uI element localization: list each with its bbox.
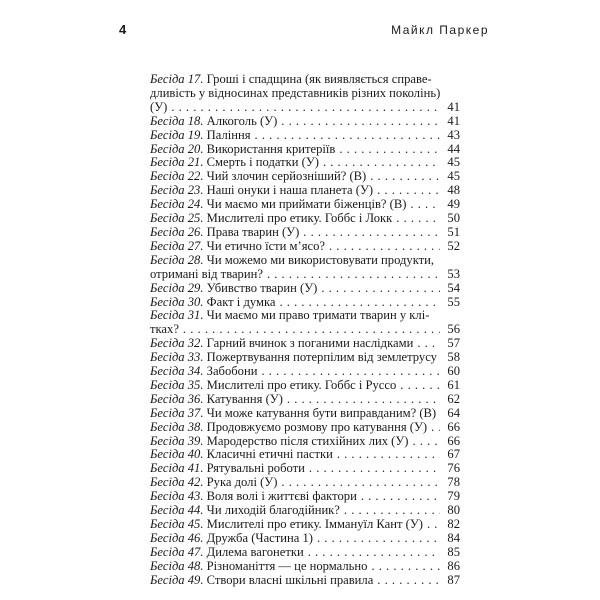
toc-entry-title: Продовжуємо розмову про катування (У) — [206, 420, 428, 434]
toc-entry-line — [150, 560, 440, 574]
toc-talk-number: Бесіда 46. — [150, 531, 204, 545]
toc-entry — [150, 574, 460, 588]
toc-entry-title: Права тварин (У) — [206, 225, 300, 239]
toc-entry-line — [150, 240, 440, 254]
toc-entry-line — [150, 518, 440, 532]
toc-entry-title: Пожертвування потерпілим від землетрусу — [206, 351, 437, 365]
toc-entry-line — [150, 504, 440, 518]
toc-talk-number: Бесіда 33. — [150, 351, 204, 365]
toc-entry — [150, 309, 460, 337]
toc-page-number: 56 — [440, 323, 460, 337]
toc-entry-title: Убивство тварин (У) — [206, 281, 318, 295]
toc-page-number: 78 — [440, 476, 460, 490]
toc-talk-number: Бесіда 28. — [150, 253, 204, 267]
toc-entry — [150, 73, 460, 115]
toc-talk-number: Бесіда 42. — [150, 476, 204, 490]
toc-page-number: 80 — [440, 504, 460, 518]
toc-page-number: 64 — [440, 407, 460, 421]
toc-page-number: 85 — [440, 546, 460, 560]
toc-page-number: 67 — [440, 448, 460, 462]
toc-page-number: 50 — [440, 212, 460, 226]
toc-entry-line — [150, 226, 440, 240]
toc-entry-title: Чи може катування бути виправданим? (В) — [206, 406, 437, 420]
toc-entry — [150, 435, 460, 449]
toc-entry-title: Різноманіття — це нормально — [206, 559, 368, 573]
toc-entry-line — [150, 143, 440, 157]
toc-entry — [150, 226, 460, 240]
toc-entry — [150, 212, 460, 226]
page-number: 4 — [119, 22, 127, 37]
toc-entry-title: Чи лиходій благодійник? — [206, 504, 340, 518]
toc-entry-line — [150, 73, 440, 87]
table-of-contents — [150, 73, 460, 588]
toc-entry-line — [150, 365, 440, 379]
toc-talk-number: Бесіда 40. — [150, 448, 204, 462]
toc-page-number: 86 — [440, 560, 460, 574]
toc-entry — [150, 365, 460, 379]
toc-talk-number: Бесіда 43. — [150, 490, 204, 504]
toc-talk-number: Бесіда 36. — [150, 392, 204, 406]
running-head-author: Майкл Паркер — [391, 23, 489, 37]
toc-page-number: 60 — [440, 365, 460, 379]
toc-entry — [150, 296, 460, 310]
toc-page-number: 57 — [440, 337, 460, 351]
toc-entry-title: Паління — [206, 128, 251, 142]
toc-entry-line — [150, 490, 440, 504]
toc-page-number: 84 — [440, 532, 460, 546]
toc-entry-title: дливість у відносинах представників різних поколінь) — [150, 86, 440, 100]
toc-entry-title: тках? — [150, 323, 179, 337]
toc-entry-line — [150, 393, 440, 407]
toc-entry-line — [150, 532, 440, 546]
toc-talk-number: Бесіда 18. — [150, 114, 204, 128]
toc-entry-line — [150, 462, 440, 476]
toc-page-number: 58 — [440, 351, 460, 365]
toc-entry — [150, 240, 460, 254]
toc-talk-number: Бесіда 39. — [150, 434, 204, 448]
toc-talk-number: Бесіда 26. — [150, 225, 204, 239]
toc-entry — [150, 337, 460, 351]
toc-entry-line — [150, 337, 440, 351]
toc-entry-line — [150, 282, 440, 296]
toc-entry-line — [150, 156, 440, 170]
toc-page-number: 45 — [440, 170, 460, 184]
toc-entry-line — [150, 407, 440, 421]
toc-page-number: 61 — [440, 379, 460, 393]
toc-entry-line — [150, 476, 440, 490]
toc-entry-title: Мародерство після стихійних лих (У) — [206, 434, 409, 448]
toc-page-number: 87 — [440, 574, 460, 588]
toc-talk-number: Бесіда 35. — [150, 378, 204, 392]
toc-page-number: 51 — [440, 226, 460, 240]
toc-entry — [150, 421, 460, 435]
toc-talk-number: Бесіда 17. — [150, 73, 204, 86]
toc-entry — [150, 476, 460, 490]
toc-entry — [150, 504, 460, 518]
toc-entry-line — [150, 351, 440, 365]
toc-talk-number: Бесіда 24. — [150, 198, 204, 212]
toc-entry — [150, 170, 460, 184]
toc-talk-number: Бесіда 31. — [150, 309, 204, 323]
toc-entry — [150, 184, 460, 198]
toc-page-number: 82 — [440, 518, 460, 532]
toc-entry — [150, 198, 460, 212]
toc-entry-line — [150, 379, 440, 393]
toc-entry-line — [150, 101, 440, 115]
toc-entry-title: Мислителі про етику. Іммануїл Кант (У) — [206, 518, 423, 531]
toc-entry-line — [150, 421, 440, 435]
toc-talk-number: Бесіда 45. — [150, 518, 204, 531]
toc-entry-title: Воля волі і життєві фактори — [206, 490, 357, 504]
toc-talk-number: Бесіда 27. — [150, 239, 204, 253]
toc-entry-title: Чи маємо ми приймати біженців? (В) — [206, 198, 407, 212]
toc-entry — [150, 282, 460, 296]
toc-page-number: 53 — [440, 268, 460, 282]
toc-entry-title: Наші онуки і наша планета (У) — [206, 184, 374, 198]
toc-entry-line — [150, 198, 440, 212]
toc-entry — [150, 379, 460, 393]
toc-talk-number: Бесіда 44. — [150, 504, 204, 518]
toc-entry-title: Створи власні шкільні правила — [206, 573, 374, 587]
toc-entry-line — [150, 435, 440, 449]
toc-talk-number: Бесіда 20. — [150, 142, 204, 156]
toc-page-number: 76 — [440, 462, 460, 476]
toc-entry — [150, 156, 460, 170]
toc-page-number: 52 — [440, 240, 460, 254]
toc-page-number: 49 — [440, 198, 460, 212]
toc-talk-number: Бесіда 32. — [150, 337, 204, 351]
toc-page-number: 66 — [440, 435, 460, 449]
toc-talk-number: Бесіда 29. — [150, 281, 204, 295]
toc-talk-number: Бесіда 22. — [150, 170, 204, 184]
toc-entry-title: Рятувальні роботи — [206, 462, 305, 476]
toc-entry — [150, 351, 460, 365]
toc-talk-number: Бесіда 49. — [150, 573, 204, 587]
toc-entry-title: Дилема вагонетки — [206, 545, 304, 559]
toc-entry — [150, 560, 460, 574]
toc-entry-line — [150, 254, 440, 268]
toc-entry — [150, 254, 460, 282]
toc-entry-line — [150, 129, 440, 143]
toc-entry — [150, 407, 460, 421]
toc-talk-number: Бесіда 37. — [150, 406, 204, 420]
toc-entry-title: Мислителі про етику. Гоббс і Руссо — [206, 378, 397, 392]
toc-entry-line — [150, 115, 440, 129]
toc-entry-title: отримані від тварин? — [150, 267, 263, 281]
toc-entry-line — [150, 309, 440, 323]
toc-talk-number: Бесіда 34. — [150, 365, 204, 379]
toc-page-number: 41 — [440, 115, 460, 129]
toc-entry-title: Дружба (Частина 1) — [206, 531, 313, 545]
toc-page-number: 79 — [440, 490, 460, 504]
toc-entry-line — [150, 296, 440, 310]
toc-entry-title: Чи етично їсти м’ясо? — [206, 239, 325, 253]
toc-talk-number: Бесіда 30. — [150, 295, 204, 309]
toc-entry-title: Факт і думка — [206, 295, 276, 309]
toc-page-number: 45 — [440, 156, 460, 170]
toc-entry — [150, 115, 460, 129]
toc-page-number: 43 — [440, 129, 460, 143]
toc-page-number: 55 — [440, 296, 460, 310]
toc-entry-line — [150, 170, 440, 184]
toc-entry — [150, 448, 460, 462]
toc-entry-title: (У) — [150, 100, 168, 114]
toc-entry — [150, 546, 460, 560]
toc-entry — [150, 143, 460, 157]
toc-entry — [150, 129, 460, 143]
toc-entry — [150, 462, 460, 476]
toc-entry-title: Алкоголь (У) — [206, 114, 278, 128]
toc-entry — [150, 532, 460, 546]
toc-entry-title: Гарний вчинок з поганими наслідками — [206, 337, 414, 351]
toc-entry-line — [150, 212, 440, 226]
toc-page-number: 62 — [440, 393, 460, 407]
toc-entry — [150, 490, 460, 504]
toc-talk-number: Бесіда 21. — [150, 156, 204, 170]
toc-talk-number: Бесіда 25. — [150, 212, 204, 226]
toc-entry-line — [150, 546, 440, 560]
toc-entry — [150, 393, 460, 407]
toc-talk-number: Бесіда 48. — [150, 559, 204, 573]
toc-entry-line — [150, 184, 440, 198]
toc-entry-title: Чи маємо ми право тримати тварин у клі- — [206, 309, 430, 323]
toc-entry-line — [150, 323, 440, 337]
toc-talk-number: Бесіда 41. — [150, 462, 204, 476]
toc-entry-title: Чий злочин серйозніший? (В) — [206, 170, 367, 184]
toc-entry-title: Забобони — [206, 365, 258, 379]
toc-entry-title: Смерть і податки (У) — [206, 156, 319, 170]
toc-entry-line — [150, 268, 440, 282]
toc-talk-number: Бесіда 23. — [150, 184, 204, 198]
toc-entry-title: Чи можемо ми використовувати продукти, — [206, 253, 435, 267]
toc-entry — [150, 518, 460, 532]
toc-page-number: 66 — [440, 421, 460, 435]
toc-page-number: 41 — [440, 101, 460, 115]
toc-entry-title: Класичні етичні пастки — [206, 448, 333, 462]
toc-page-number: 48 — [440, 184, 460, 198]
toc-entry-line — [150, 87, 440, 101]
toc-page-number: 54 — [440, 282, 460, 296]
toc-talk-number: Бесіда 47. — [150, 545, 204, 559]
toc-entry-title: Гроші і спадщина (як виявляється справе- — [206, 73, 432, 86]
toc-page-number: 44 — [440, 143, 460, 157]
toc-talk-number: Бесіда 38. — [150, 420, 204, 434]
toc-entry-title: Рука долі (У) — [206, 476, 278, 490]
toc-talk-number: Бесіда 19. — [150, 128, 204, 142]
toc-entry-line — [150, 574, 440, 588]
toc-entry-title: Використання критеріїв — [206, 142, 336, 156]
toc-entry-line — [150, 448, 440, 462]
toc-entry-title: Мислителі про етику. Гоббс і Локк — [206, 212, 393, 226]
toc-entry-title: Катування (У) — [206, 392, 283, 406]
